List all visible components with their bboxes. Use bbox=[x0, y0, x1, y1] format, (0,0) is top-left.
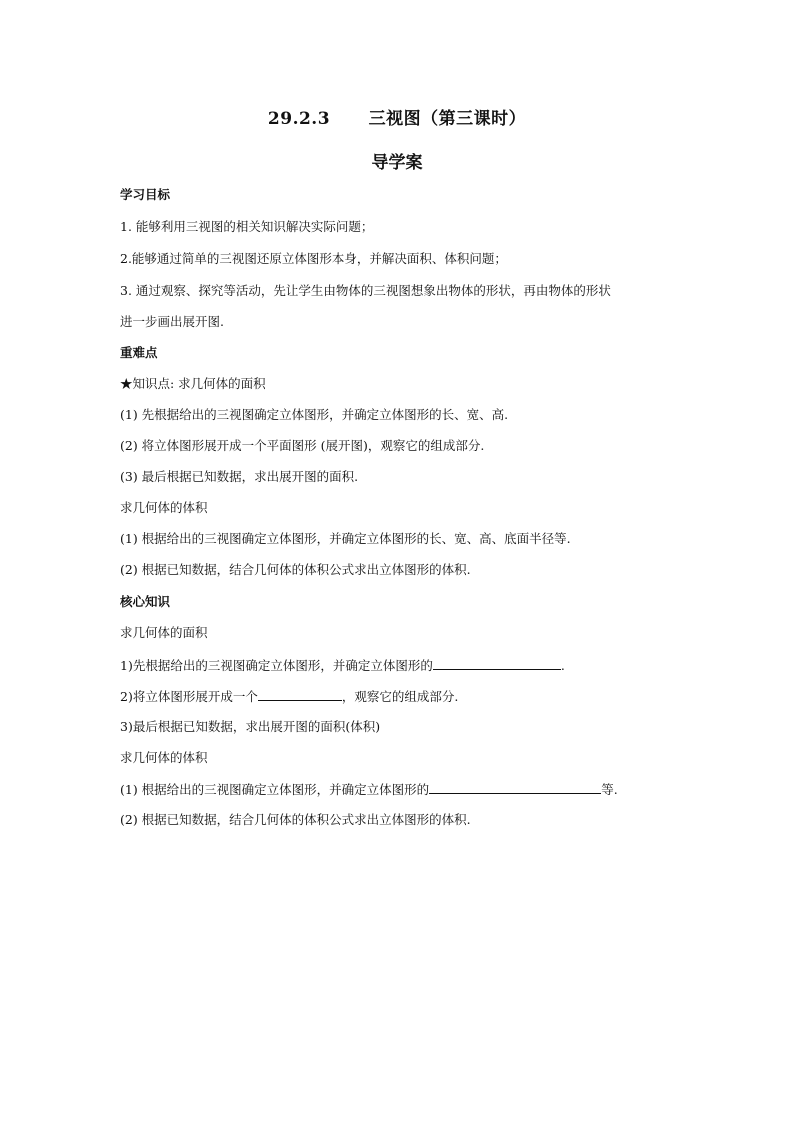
fill-blank-text: 2)将立体图形展开成一个 bbox=[120, 689, 258, 704]
fill-blank-text: ，观察它的组成部分. bbox=[341, 689, 459, 704]
fill-blank-line bbox=[120, 687, 458, 706]
volume-step: (2) 根据已知数据，结合几何体的体积公式求出立体图形的体积. bbox=[120, 562, 471, 577]
answer-blank[interactable] bbox=[433, 656, 561, 670]
core-volume-step: (2) 根据已知数据，结合几何体的体积公式求出立体图形的体积. bbox=[120, 812, 471, 827]
fill-blank-text: 等. bbox=[601, 782, 618, 797]
volume-title: 求几何体的体积 bbox=[120, 500, 208, 515]
fill-blank-line bbox=[120, 780, 618, 799]
goal-item: 3. 通过观察、探究等活动，先让学生由物体的三视图想象出物体的形状，再由物体的形状 bbox=[120, 283, 611, 298]
area-step: (2) 将立体图形展开成一个平面图形 (展开图)，观察它的组成部分. bbox=[120, 438, 485, 453]
fill-blank-line bbox=[120, 656, 565, 675]
area-step: (3) 最后根据已知数据，求出展开图的面积. bbox=[120, 469, 359, 484]
fill-blank-text: 1)先根据给出的三视图确定立体图形，并确定立体图形的 bbox=[120, 658, 433, 673]
core-area-title: 求几何体的面积 bbox=[120, 625, 208, 640]
volume-step: (1) 根据给出的三视图确定立体图形，并确定立体图形的长、宽、高、底面半径等. bbox=[120, 531, 571, 546]
document-title: 29.2.3 三视图（第三课时） bbox=[267, 109, 527, 129]
section-heading-core-knowledge: 核心知识 bbox=[120, 594, 171, 609]
section-heading-goals: 学习目标 bbox=[120, 187, 171, 202]
answer-blank[interactable] bbox=[258, 687, 342, 701]
fill-blank-text: . bbox=[560, 658, 565, 673]
document-subtitle: 导学案 bbox=[371, 153, 423, 173]
area-step: (1) 先根据给出的三视图确定立体图形，并确定立体图形的长、宽、高. bbox=[120, 407, 509, 422]
goal-item-continued: 进一步画出展开图. bbox=[120, 314, 224, 329]
section-heading-key-points: 重难点 bbox=[120, 345, 158, 360]
answer-blank[interactable] bbox=[429, 780, 601, 794]
goal-item: 1. 能够利用三视图的相关知识解决实际问题； bbox=[120, 219, 374, 234]
core-volume-title: 求几何体的体积 bbox=[120, 750, 208, 765]
knowledge-point-title: ★知识点: 求几何体的面积 bbox=[120, 376, 266, 391]
core-area-step: 3)最后根据已知数据，求出展开图的面积(体积) bbox=[120, 719, 381, 734]
goal-item: 2.能够通过简单的三视图还原立体图形本身，并解决面积、体积问题； bbox=[120, 251, 507, 266]
fill-blank-text: (1) 根据给出的三视图确定立体图形，并确定立体图形的 bbox=[120, 782, 430, 797]
